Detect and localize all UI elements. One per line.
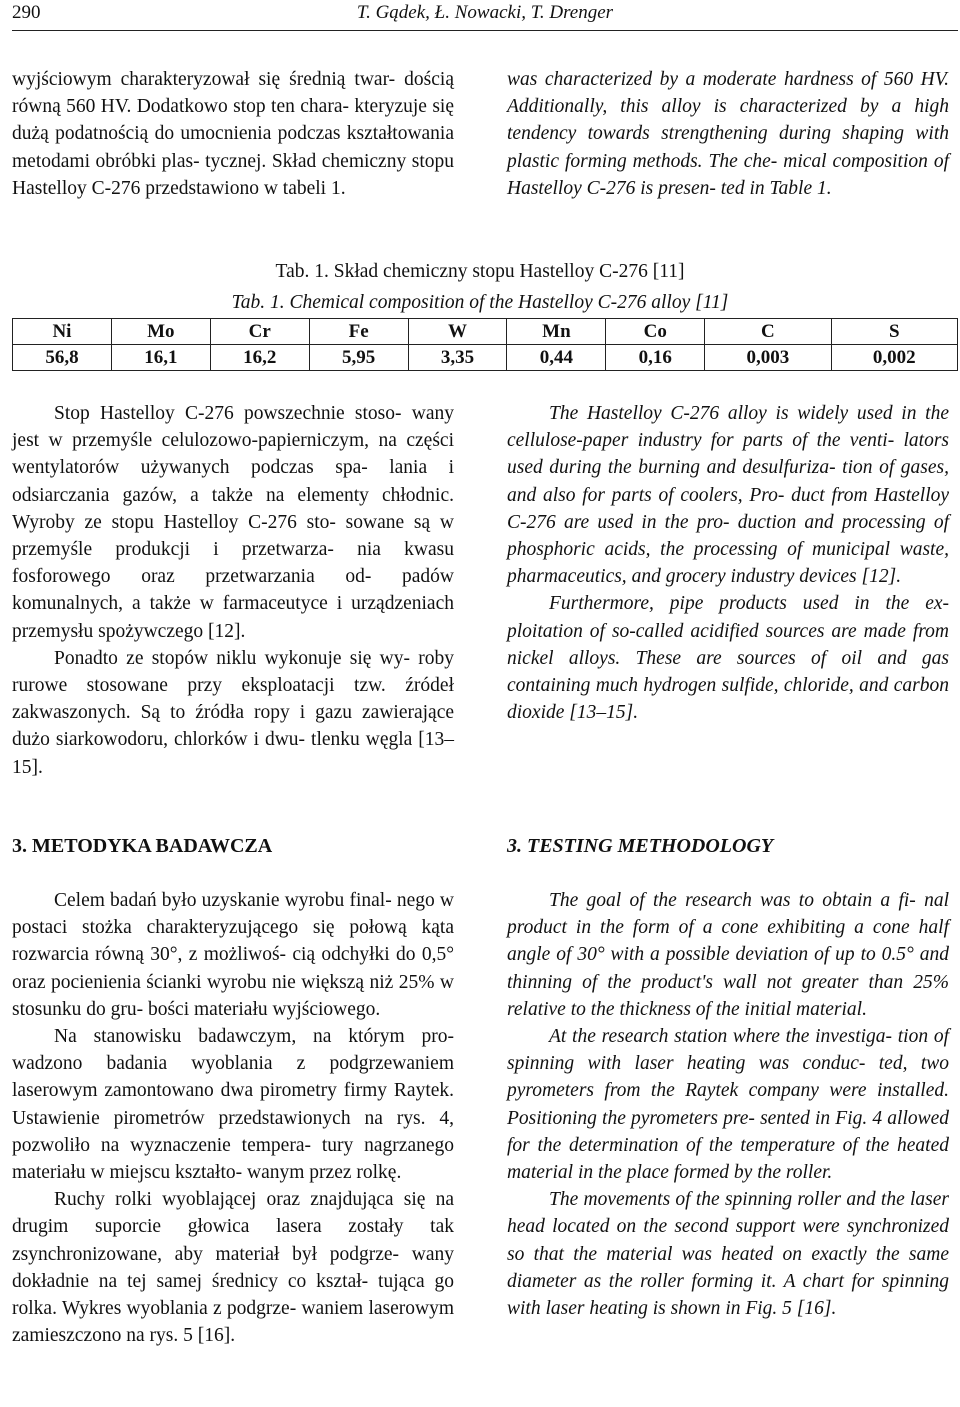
text-line: Ponadto ze stopów niklu wykonuje się wy- <box>54 647 411 669</box>
table-row <box>13 345 958 371</box>
header-cell: Co <box>606 319 705 345</box>
text-line: wanym przez rolkę. <box>247 1162 402 1184</box>
text-line: laserowym zamontowano dwa pirometry firmy <box>12 1080 388 1102</box>
section-heading-en: 3. TESTING METHODOLOGY <box>507 835 774 857</box>
text-line: the temperature of the heated material in the <box>507 1134 949 1184</box>
paragraph <box>12 66 454 202</box>
text-line: place formed by the roller. <box>626 1162 833 1184</box>
text-line: were installed. Positioning the pyrometers pre- <box>507 1080 949 1129</box>
paragraph <box>507 400 949 590</box>
text-line: padów komunalnych, a także w farmaceutyce <box>12 566 454 615</box>
text-line: wadzono badania wyoblania z podgrzewaniem <box>12 1053 454 1075</box>
methodology-text-pl <box>12 887 454 1349</box>
text-line: Furthermore, pipe products used in the ex- <box>549 593 949 615</box>
text-line: nal product in the form of a cone exhibiting <box>507 890 949 939</box>
text-line: A chart for spinning with laser heating is shown <box>507 1270 950 1320</box>
header-cell: Mn <box>507 319 606 345</box>
text-line: połową kąta rozwarcia równą 30°, z możliwoś- <box>12 917 454 966</box>
text-line: The goal of the research was to obtain a fi- <box>549 890 916 911</box>
text-line: tycznej. Skład chemiczny stopu Hastelloy C-276 <box>12 150 454 199</box>
running-header <box>12 0 958 31</box>
text-line: kteryzuje się dużą podatnością do umocnienia <box>12 96 454 145</box>
paragraph <box>12 1023 454 1186</box>
paragraph <box>507 1023 949 1186</box>
header-cell: Fe <box>309 319 408 345</box>
applications-text-pl <box>12 400 454 781</box>
text-line: the initial material. <box>715 998 867 1020</box>
text-line: ted in Table 1. <box>720 177 832 199</box>
table-header-row <box>13 319 958 345</box>
text-line: lators used during the burning and desulfuriza- <box>507 430 949 479</box>
text-line: gas containing much hydrogen sulfide, chloride, <box>507 647 950 697</box>
text-line: przedstawiono w tabeli 1. <box>145 177 346 199</box>
header-cell: Cr <box>210 319 309 345</box>
text-line: in Fig. 5 [16]. <box>725 1298 837 1320</box>
text-line: tury nagrzanego materiału w miejscu kształto- <box>12 1134 455 1184</box>
table-cell: 0,002 <box>831 345 957 371</box>
text-line: from nickel alloys. These are sources of oil and <box>507 620 950 669</box>
text-line: wyjściowym charakteryzował się średnią twar- <box>12 69 396 90</box>
text-line: tion of spinning with laser heating was conduc- <box>507 1026 949 1075</box>
table-cell: 0,003 <box>705 345 831 371</box>
text-line: sented in Fig. 4 allowed for the determination of <box>507 1107 950 1156</box>
text-line: and grocery industry devices [12]. <box>631 566 902 588</box>
text-line: Stop Hastelloy C-276 powszechnie stoso- <box>54 403 402 424</box>
text-line: zsynchronizowane, aby materiał był podgrze- <box>12 1243 400 1265</box>
table-captions <box>0 256 960 318</box>
table-cell: 0,16 <box>606 345 705 371</box>
text-line: shaping with plastic forming methods. The che- <box>507 123 949 172</box>
text-line: Celem badań było uzyskanie wyrobu final- <box>54 890 392 911</box>
text-line: mical composition of Hastelloy C-276 is presen- <box>507 150 949 199</box>
text-line: tlenku węgla [13–15]. <box>12 729 455 778</box>
text-line: duction and processing of phosphoric acids, the <box>507 511 949 561</box>
text-line: a cone half angle of 30° with a possible deviation <box>507 917 949 966</box>
paragraph <box>12 645 454 781</box>
table-cell: 16,1 <box>111 345 210 371</box>
paragraph <box>507 66 949 202</box>
table-cell: 3,35 <box>408 345 507 371</box>
text-line: 560 HV. Additionally, this alloy is characterized <box>507 69 949 118</box>
text-line: by a high tendency towards strengthening during <box>507 96 949 145</box>
text-line: ted, two pyrometers from the Raytek company <box>507 1053 950 1102</box>
text-line: waniem laserowym zamieszczono na rys. 5 [16]. <box>12 1298 454 1347</box>
text-line: chłodnic. Wyroby ze stopu Hastelloy C-276 sto- <box>12 484 454 533</box>
applications-text-en <box>507 400 949 726</box>
text-line: Na stanowisku badawczym, na którym pro- <box>54 1026 454 1048</box>
paragraph <box>12 1186 454 1349</box>
text-line: The movements of the spinning roller and <box>549 1189 876 1211</box>
paragraph <box>507 1186 949 1322</box>
text-line: dością równą 560 HV. Dodatkowo stop ten chara- <box>12 69 454 118</box>
text-line: źródeł zakwaszonych. Są to źródła ropy i gazu <box>12 675 454 724</box>
text-line: nia kwasu fosforowego oraz przetwarzania od- <box>12 539 454 588</box>
text-line: na drugim suporcie głowica lasera zostały tak <box>12 1189 455 1238</box>
paragraph <box>12 887 454 1023</box>
running-head-authors: T. Gądek, Ł. Nowacki, T. Drenger <box>356 2 614 23</box>
text-line: the laser head located on the second support were <box>507 1189 950 1238</box>
paragraph <box>507 887 949 1023</box>
paragraph <box>12 400 454 645</box>
text-line: The Hastelloy C-276 alloy is widely used in <box>549 403 917 424</box>
paragraph <box>507 590 949 726</box>
header-cell: S <box>831 319 957 345</box>
text-line: zawierające dużo siarkowodoru, chlorków i dwu- <box>12 702 455 751</box>
header-cell: W <box>408 319 507 345</box>
intro-text-pl <box>12 66 454 202</box>
header-cell: C <box>705 319 831 345</box>
text-line: lania i odsiarczania gazów, a także na elementy <box>12 457 455 506</box>
text-line: and carbon dioxide [13–15]. <box>507 675 949 724</box>
table-cell: 16,2 <box>210 345 309 371</box>
text-line: of up to 0.5° and thinning of the product's wall <box>507 944 949 993</box>
text-line: bości materiału wyjściowego. <box>147 998 381 1020</box>
table-caption-pl: Tab. 1. Skład chemiczny stopu Hastelloy C-276 [11] <box>275 261 685 282</box>
section-heading-pl: 3. METODYKA BADAWCZA <box>12 835 273 857</box>
text-line: i urządzeniach przemysłu spożywczego [12]. <box>12 593 454 642</box>
table-cell: 56,8 <box>13 345 112 371</box>
header-cell: Ni <box>13 319 112 345</box>
methodology-text-en <box>507 887 949 1322</box>
text-line: At the research station where the investiga- <box>549 1026 893 1048</box>
table-cell: 5,95 <box>309 345 408 371</box>
text-line: the cellulose-paper industry for parts of the venti- <box>507 403 949 452</box>
text-line: na rys. 4, pozwoliło na wyznaczenie tempera- <box>12 1107 454 1156</box>
text-line: na części wentylatorów używanych podczas spa- <box>12 430 455 479</box>
text-line: wany jest w przemyśle celulozowo-papierniczym, <box>12 403 455 452</box>
text-line: exactly the same diameter as the roller forming it. <box>507 1243 950 1292</box>
text-line: sowane są w przemyśle produkcji i przetwarza- <box>12 511 455 561</box>
text-line: podczas kształtowania metodami obróbki plas- <box>12 123 454 172</box>
text-line: ploitation of so-called acidified sources are made <box>507 620 906 642</box>
text-line: not greater than 25% relative to the thickness of <box>507 971 950 1020</box>
page-number: 290 <box>12 2 41 23</box>
text-line: wany dokładnie na tej samej średnicy co kształ- <box>12 1243 454 1292</box>
chemical-composition-table <box>12 318 958 371</box>
text-line: tująca go rolka. Wykres wyoblania z podgrze- <box>12 1270 454 1320</box>
text-line: processing of municipal waste, pharmaceutics, <box>507 539 950 588</box>
text-line: duct from Hastelloy C-276 are used in the pro- <box>507 484 950 533</box>
intro-text-en <box>507 66 949 202</box>
text-line: tion of gases, and also for parts of coolers, Pro- <box>507 457 950 506</box>
text-line: roby rurowe stosowane przy eksploatacji tzw. <box>12 647 455 697</box>
text-line: wyrobu nie większą niż 25% w stosunku do gru- <box>12 971 454 1020</box>
text-line: was characterized by a moderate hardness of <box>507 69 877 90</box>
table-cell: 0,44 <box>507 345 606 371</box>
text-line: synchronized so that the material was heated on <box>507 1216 949 1265</box>
text-line: cią odchyłki do 0,5° oraz pocienienia ścianki <box>12 944 454 993</box>
text-line: nego w postaci stożka charakteryzującego się <box>12 890 454 939</box>
header-cell: Mo <box>111 319 210 345</box>
text-line: Ruchy rolki wyoblającej oraz znajdująca się <box>54 1189 426 1211</box>
text-line: Raytek. Ustawienie pirometrów przedstawionych <box>12 1080 455 1129</box>
table-caption-en: Tab. 1. Chemical composition of the Hastelloy C-276 alloy [11] <box>231 292 729 313</box>
